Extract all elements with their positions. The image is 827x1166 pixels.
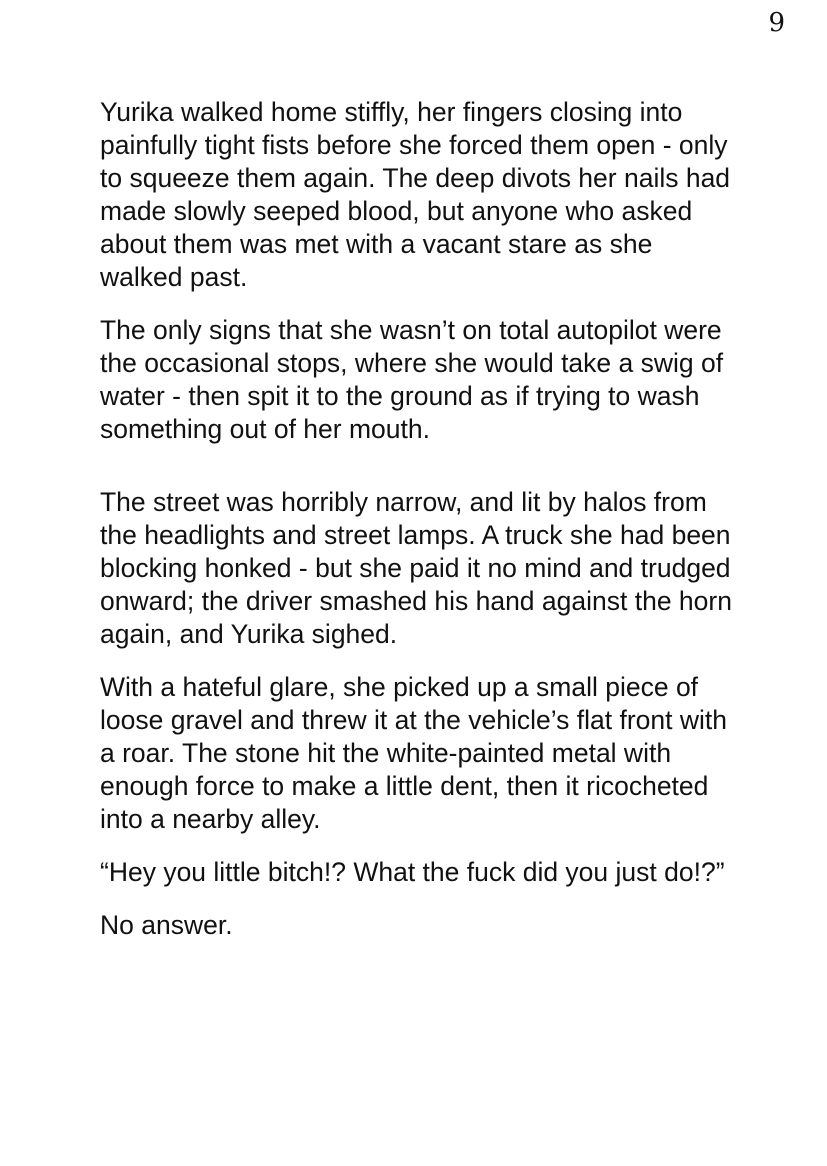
story-text	[100, 96, 740, 962]
page-number: 9	[768, 8, 785, 38]
paragraph: The only signs that she wasn’t on total autopilot were the occasional stops, where she would take a swig of water - then spit it to the ground as if trying to wash something out of her mouth.	[100, 315, 724, 444]
paragraph: Yurika walked home stiffly, her fingers closing into painfully tight fists before she forced them open - only to squeeze them again. The deep divots her nails had made slowly seeped blood, but anyone who asked about them was met with a vacant stare as she walked past.	[100, 97, 731, 292]
paragraph: No answer.	[100, 910, 233, 940]
dialogue-paragraph: “Hey you little bitch!? What the fuck did you just do!?”	[100, 857, 725, 887]
paragraph: With a hateful glare, she picked up a small piece of loose gravel and threw it at the vehicle’s flat front with a roar. The stone hit the white-painted metal with enough force to make a little dent, then it ricocheted into a nearby alley.	[100, 672, 728, 834]
paragraph: The street was horribly narrow, and lit by halos from the headlights and street lamps. A truck she had been blocking honked - but she paid it no mind and trudged onward; the driver smashed his hand against the horn again, and Yurika sighed.	[100, 487, 732, 649]
